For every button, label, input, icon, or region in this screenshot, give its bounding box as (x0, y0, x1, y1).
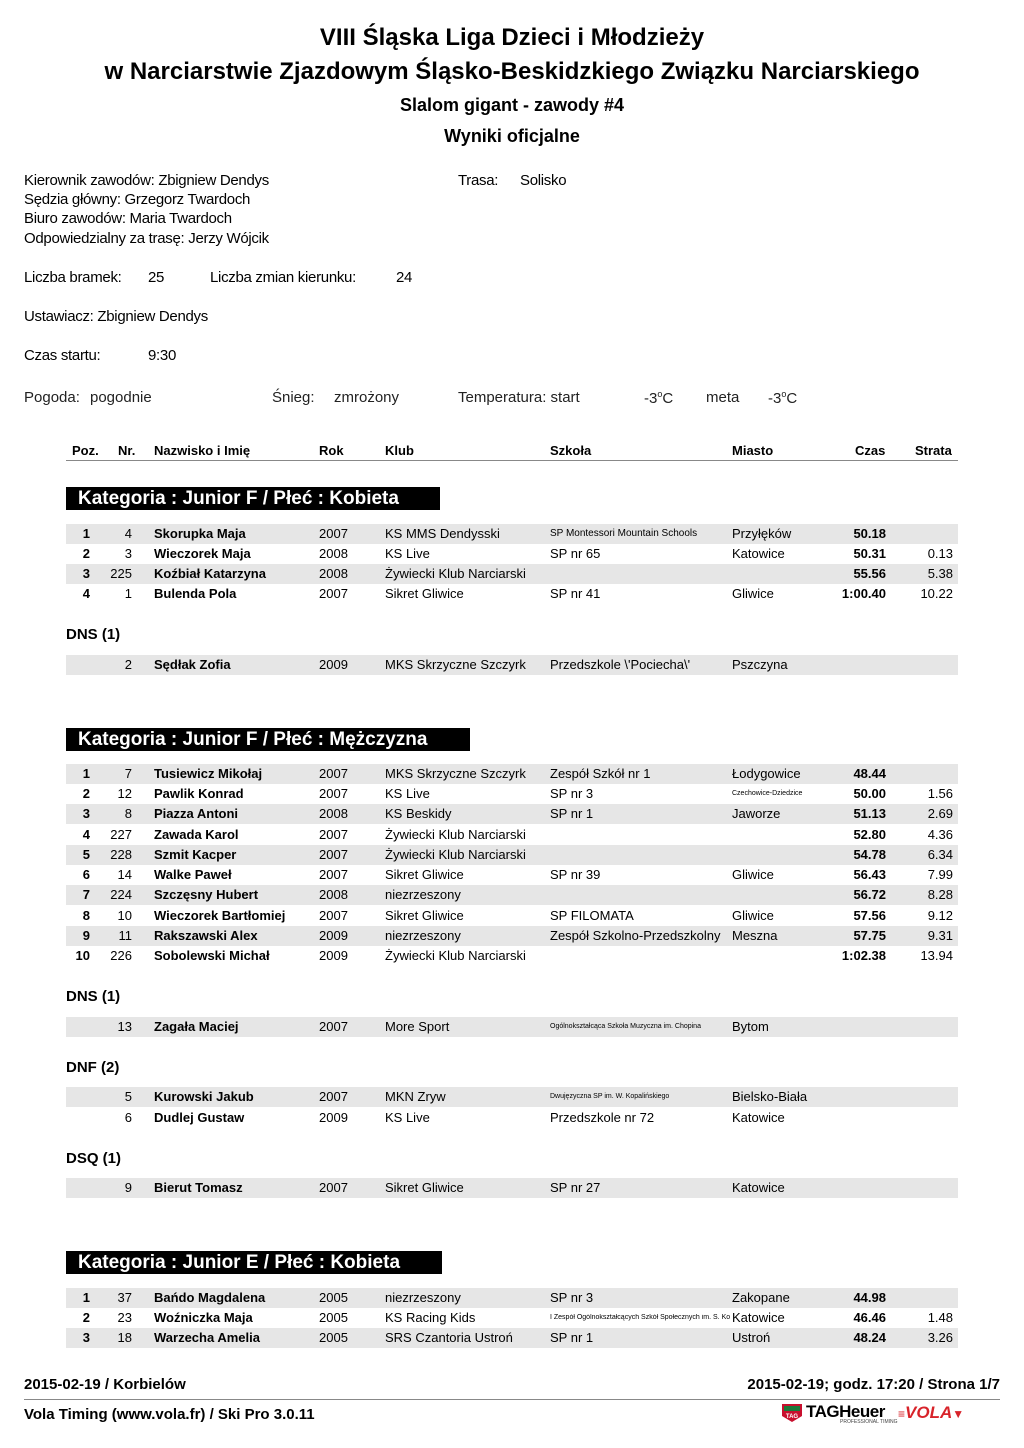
snow-value: zmrożony (334, 389, 400, 406)
category-title: Kategoria : Junior F / Płeć : Kobieta (66, 487, 440, 510)
dns-row: 2 Sędłak Zofia 2009 MKS Skrzyczne Szczyrk Przedszkole \'Pociecha\' Pszczyna (66, 655, 958, 675)
col-nr: Nr. (118, 443, 136, 458)
start-time-label: Czas startu: (24, 347, 101, 364)
footer-divider (24, 1399, 1000, 1400)
col-city: Miasto (732, 443, 774, 458)
course-label: Trasa: (458, 172, 499, 189)
dnf-heading: DNF (2) (66, 1059, 120, 1076)
result-row: 2 23 Woźniczka Maja 2005 KS Racing Kids I Zespół Ogólnokształcących Szkół Społecznych im. S. Ko Katowice 46.46 1.48 (82, 1310, 953, 1325)
result-row: 1 7 Tusiewicz Mikołaj 2007 MKS Skrzyczne Szczyrk Zespół Szkół nr 1 Łodygowice 48.44 (66, 764, 958, 784)
title-line-1: VIII Śląska Liga Dzieci i Młodzieży (319, 24, 705, 51)
result-row: 6 14 Walke Paweł 2007 Sikret Gliwice SP nr 39 Gliwice 56.43 7.99 (82, 867, 953, 882)
category-title: Kategoria : Junior F / Płeć : Mężczyzna (66, 728, 470, 751)
course-value: Solisko (520, 172, 567, 189)
result-row: 2 3 Wieczorek Maja 2008 KS Live SP nr 65 Katowice 50.31 0.13 (82, 546, 953, 561)
temperature-start: -3$^o$C (644, 389, 674, 407)
race-director: Kierownik zawodów: Zbigniew Dendys (24, 172, 269, 189)
result-row: 5 228 Szmit Kacper 2007 Żywiecki Klub Narciarski 54.78 6.34 (66, 845, 958, 865)
result-row: 7 224 Szczęsny Hubert 2008 niezrzeszony 56.72 8.28 (66, 885, 958, 905)
snow-label: Śnieg: (272, 389, 315, 406)
result-row: 3 8 Piazza Antoni 2008 KS Beskidy SP nr 1 Jaworze 51.13 2.69 (66, 804, 958, 824)
footer-date-place: 2015-02-19 / Korbielów (24, 1376, 186, 1393)
course-setter: Ustawiacz: Zbigniew Dendys (24, 308, 208, 325)
col-pos: Poz. (72, 443, 99, 458)
race-subtitle: Slalom gigant - zawody #4 (399, 95, 625, 115)
tagheuer-subtitle: PROFESSIONAL TIMING (840, 1419, 898, 1425)
race-office: Biuro zawodów: Maria Twardoch (24, 210, 232, 227)
vola-logo: ≡VOLA▼ (898, 1403, 965, 1422)
temperature-finish: -3$^o$C (768, 389, 798, 407)
col-year: Rok (319, 443, 344, 458)
result-row: 3 225 Koźbiał Katarzyna 2008 Żywiecki Klub Narciarski 55.56 5.38 (66, 564, 958, 584)
finish-label: meta (706, 389, 740, 406)
result-row: 2 12 Pawlik Konrad 2007 KS Live SP nr 3 Czechowice-Dziedzice 50.00 1.56 (82, 786, 953, 801)
col-diff: Strata (915, 443, 952, 458)
result-row: 9 11 Rakszawski Alex 2009 niezrzeszony Zespół Szkolno-Przedszkolny Meszna 57.75 9.31 (66, 926, 958, 946)
course-responsible: Odpowiedzialny za trasę: Jerzy Wójcik (24, 230, 269, 247)
temperature-label: Temperatura: start (458, 389, 580, 406)
weather-value: pogodnie (90, 389, 152, 406)
result-row: 1 4 Skorupka Maja 2007 KS MMS Dendysski SP Montessori Mountain Schools Przyłęków 50.18 (66, 524, 958, 544)
col-school: Szkoła (550, 443, 592, 458)
result-row: 10 226 Sobolewski Michał 2009 Żywiecki Klub Narciarski 1:02.38 13.94 (75, 948, 953, 963)
result-row: 3 18 Warzecha Amelia 2005 SRS Czantoria Ustroń SP nr 1 Ustroń 48.24 3.26 (66, 1328, 958, 1348)
tagheuer-shield-icon (780, 1403, 804, 1423)
gates-value: 25 (148, 269, 165, 286)
col-time: Czas (855, 443, 886, 458)
dsq-heading: DSQ (1) (66, 1150, 122, 1167)
chief-referee: Sędzia główny: Grzegorz Twardoch (24, 191, 251, 208)
results-status: Wyniki oficjalne (444, 126, 580, 146)
dns-heading: DNS (1) (66, 626, 121, 643)
start-time-value: 9:30 (148, 347, 176, 364)
svg-text:TAG: TAG (785, 1414, 799, 1420)
result-row: 4 227 Zawada Karol 2007 Żywiecki Klub Narciarski 52.80 4.36 (82, 827, 953, 842)
dns-heading: DNS (1) (66, 988, 121, 1005)
footer-software: Vola Timing (www.vola.fr) / Ski Pro 3.0.11 (24, 1406, 315, 1423)
col-club: Klub (385, 443, 414, 458)
tagheuer-logo: TAGHeuer (806, 1402, 885, 1421)
header-divider (66, 460, 958, 461)
result-row: 8 10 Wieczorek Bartłomiej 2007 Sikret Gliwice SP FILOMATA Gliwice 57.56 9.12 (82, 908, 953, 923)
dsq-row: 9 Bierut Tomasz 2007 Sikret Gliwice SP nr 27 Katowice (66, 1178, 958, 1198)
category-title: Kategoria : Junior E / Płeć : Kobieta (66, 1251, 442, 1274)
turns-label: Liczba zmian kierunku: (210, 269, 356, 286)
col-name: Nazwisko i Imię (154, 443, 251, 458)
result-row: 4 1 Bulenda Pola 2007 Sikret Gliwice SP nr 41 Gliwice 1:00.40 10.22 (82, 586, 953, 601)
title-line-2: w Narciarstwie Zjazdowym Śląsko-Beskidzkiego Związku Narciarskiego (104, 58, 920, 85)
footer-page-info: 2015-02-19; godz. 17:20 / Strona 1/7 (747, 1376, 1000, 1393)
dns-row: 13 Zagała Maciej 2007 More Sport Ogólnokształcąca Szkoła Muzyczna im. Chopina Bytom (66, 1017, 958, 1037)
result-row: 1 37 Bańdo Magdalena 2005 niezrzeszony SP nr 3 Zakopane 44.98 (66, 1288, 958, 1308)
dnf-row: 5 Kurowski Jakub 2007 MKN Zryw Dwujęzyczna SP im. W. Kopalińskiego Bielsko-Biała (66, 1087, 958, 1107)
weather-label: Pogoda: (24, 389, 80, 406)
gates-label: Liczba bramek: (24, 269, 122, 286)
dnf-row: 6 Dudlej Gustaw 2009 KS Live Przedszkole nr 72 Katowice (124, 1110, 785, 1125)
turns-value: 24 (396, 269, 413, 286)
